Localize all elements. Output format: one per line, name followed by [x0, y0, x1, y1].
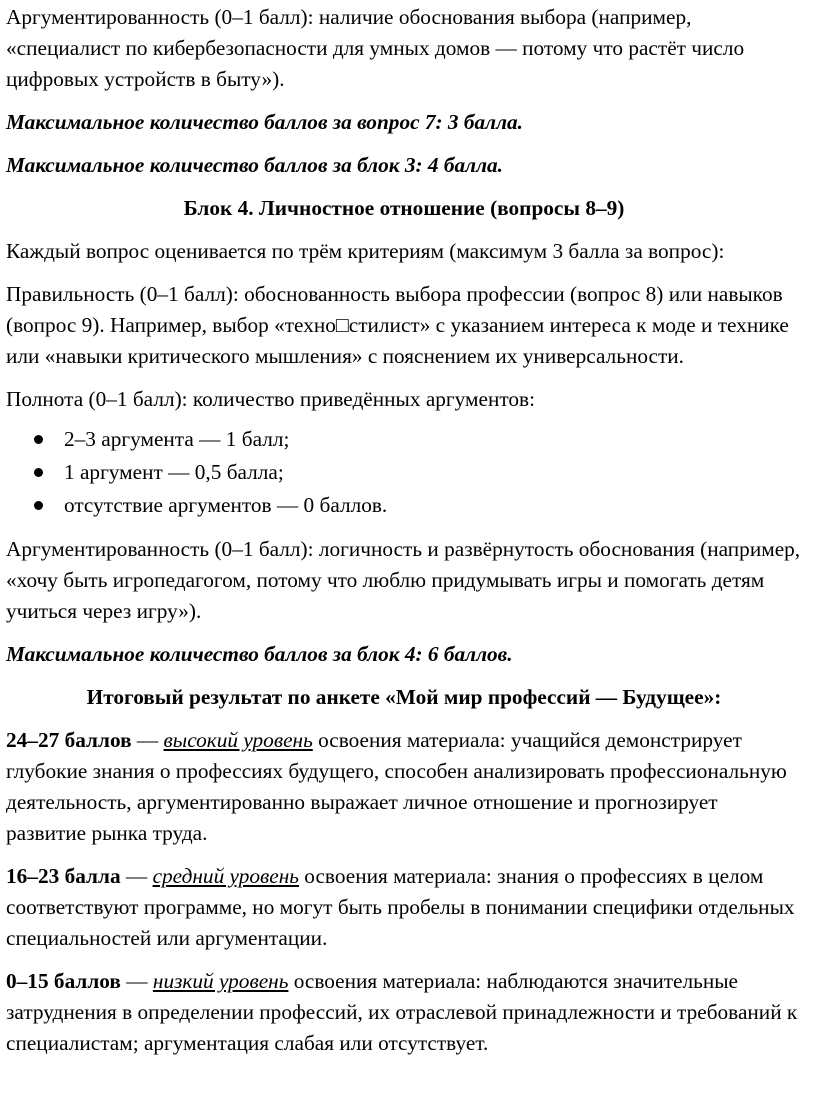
- level-label: высокий уровень: [163, 728, 313, 752]
- bullet-icon: [34, 501, 43, 510]
- level-label: низкий уровень: [152, 969, 289, 993]
- block4-correctness: Правильность (0–1 балл): обоснованность выбора профессии (вопрос 8) или навыков (вопрос 9). Например, выбор «техно□стилист» с указанием интереса к моде и технике или «навыки критического мышления» с пояснением их универсальности.: [6, 282, 789, 368]
- list-item-text: 2–3 аргумента — 1 балл;: [64, 427, 290, 451]
- level-description: освоения материала: наблюдаются значительные затруднения в определении профессий, их отраслевой принадлежности и требований к специалистам; аргументация слабая или отсутствует.: [6, 969, 798, 1055]
- score-range: 24–27 баллов: [6, 728, 132, 752]
- block4-argumentation: Аргументированность (0–1 балл): логичность и развёрнутость обоснования (например, «хочу быть игропедагогом, потому что люблю придумывать игры и помогать детям учиться через игру»).: [6, 537, 801, 623]
- block3-max-q7: Максимальное количество баллов за вопрос 7: 3 балла.: [6, 110, 524, 134]
- bullet-icon: [34, 435, 43, 444]
- dash: —: [131, 728, 164, 752]
- level-label: средний уровень: [152, 864, 299, 888]
- list-item: [34, 489, 802, 522]
- list-item-text: отсутствие аргументов — 0 баллов.: [64, 493, 388, 517]
- level-description: освоения материала: знания о профессиях в целом соответствуют программе, но могут быть пробелы в понимании специфики отдельных специальностей или аргументации.: [6, 864, 795, 950]
- score-range: 16–23 балла: [6, 864, 121, 888]
- score-range: 0–15 баллов: [6, 969, 121, 993]
- result-heading: Итоговый результат по анкете «Мой мир профессий — Будущее»:: [86, 685, 722, 709]
- list-item: [34, 423, 802, 456]
- result-level-high: [6, 725, 802, 849]
- list-item: [34, 456, 802, 489]
- bullet-list: [6, 423, 802, 522]
- block3-argumentation: Аргументированность (0–1 балл): наличие обоснования выбора (например, «специалист по кибербезопасности для умных домов — потому что растёт число цифровых устройств в быту»).: [6, 5, 745, 91]
- dash: —: [120, 864, 153, 888]
- dash: —: [120, 969, 153, 993]
- block4-heading: Блок 4. Личностное отношение (вопросы 8–9): [183, 196, 625, 220]
- result-level-medium: [6, 861, 802, 954]
- block4-intro: Каждый вопрос оценивается по трём критериям (максимум 3 балла за вопрос):: [6, 239, 725, 263]
- bullet-icon: [34, 468, 43, 477]
- block4-max-total: Максимальное количество баллов за блок 4: 6 баллов.: [6, 642, 513, 666]
- block4-completeness: Полнота (0–1 балл): количество приведённых аргументов:: [6, 387, 535, 411]
- level-description: освоения материала: учащийся демонстрирует глубокие знания о профессиях будущего, способен анализировать профессиональную деятельность, аргументированно выражает личное отношение и прогнозирует развитие рынка труда.: [6, 728, 787, 845]
- list-item-text: 1 аргумент — 0,5 балла;: [64, 460, 284, 484]
- result-level-low: [6, 966, 802, 1059]
- block3-max-total: Максимальное количество баллов за блок 3: 4 балла.: [6, 153, 504, 177]
